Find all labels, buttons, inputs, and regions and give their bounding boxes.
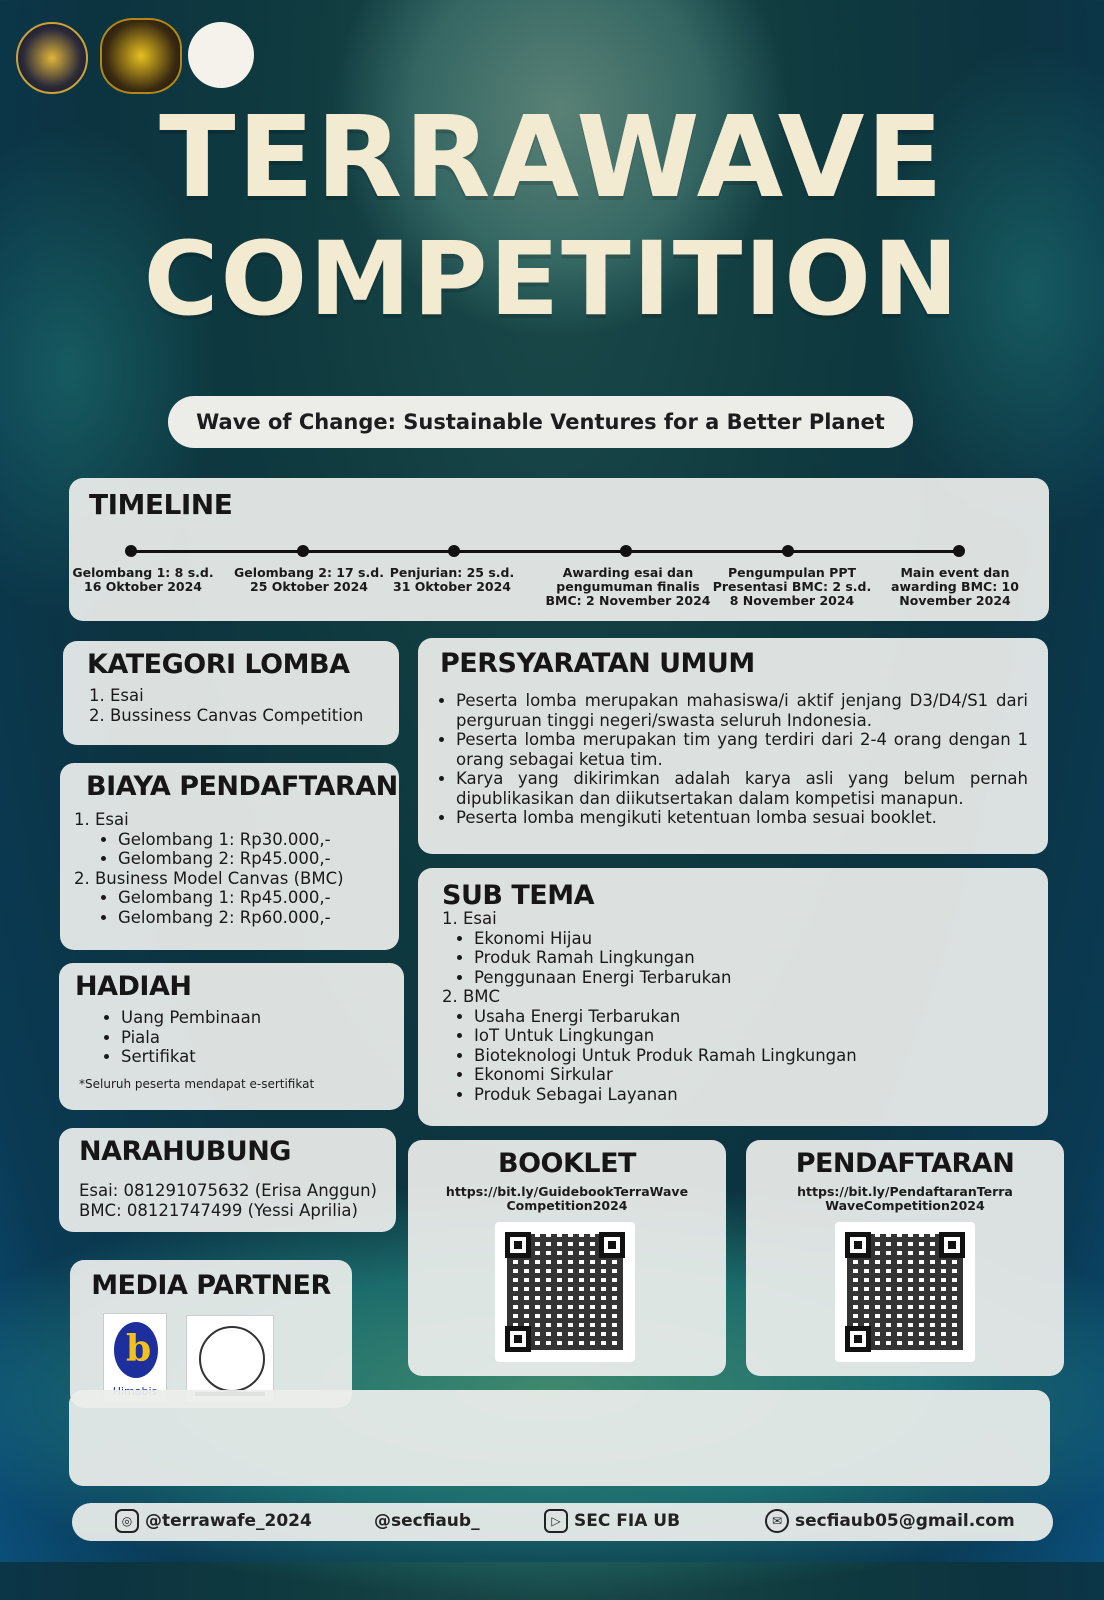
hadiah-item: • Piala <box>121 1028 404 1048</box>
biaya-heading: BIAYA PENDAFTARAN <box>86 771 398 802</box>
title-line-1: TERRAWAVE <box>159 93 945 223</box>
hadiah-item: • Uang Pembinaan <box>121 1008 404 1028</box>
footer-tiktok[interactable] <box>374 1508 480 1534</box>
event-logo <box>188 22 254 88</box>
media-partner-card <box>70 1260 352 1408</box>
subtema-item: • Ekonomi Hijau <box>474 929 1048 949</box>
biaya-card <box>60 763 399 950</box>
youtube-icon: ▷ <box>544 1509 568 1533</box>
persyaratan-item: • Karya yang dikirimkan adalah karya asli yang belum pernah dipublikasikan dan diikutsertakan dalam kompetisi manapun. <box>456 769 1028 808</box>
timeline-event: Penjurian: 25 s.d. 31 Oktober 2024 <box>389 565 515 594</box>
hadiah-item: • Sertifikat <box>121 1047 404 1067</box>
booklet-qr-code[interactable] <box>495 1222 635 1362</box>
persyaratan-item: • Peserta lomba merupakan tim yang terdiri dari 2-4 orang dengan 1 orang sebagai ketua tim. <box>456 730 1028 769</box>
subtema-item: • Produk Ramah Lingkungan <box>474 948 1048 968</box>
kategori-item: 1. Esai <box>89 686 144 705</box>
timeline-event: Awarding esai dan pengumuman finalis BMC: 2 November 2024 <box>545 565 711 608</box>
narahubung-heading: NARAHUBUNG <box>79 1136 291 1167</box>
timeline-dot <box>125 545 137 557</box>
hadiah-heading: HADIAH <box>75 971 192 1002</box>
subtema-item: • Ekonomi Sirkular <box>474 1065 1048 1085</box>
title-line-2: COMPETITION <box>143 220 961 339</box>
footer-instagram[interactable] <box>115 1508 312 1534</box>
timeline-dot <box>953 545 965 557</box>
contact-bmc: BMC: 08121747499 (Yessi Aprilia) <box>79 1200 358 1220</box>
booklet-card <box>408 1140 726 1376</box>
biaya-item: • Gelombang 1: Rp30.000,- <box>118 830 399 850</box>
pendaftaran-qr-code[interactable] <box>835 1222 975 1362</box>
persyaratan-item: • Peserta lomba mengikuti ketentuan lomba sesuai booklet. <box>456 808 1028 828</box>
persyaratan-heading: PERSYARATAN UMUM <box>440 648 755 679</box>
biaya-group-label: 2. Business Model Canvas (BMC) <box>74 868 344 888</box>
hadiah-note: *Seluruh peserta mendapat e-sertifikat <box>79 1076 315 1091</box>
narahubung-card <box>59 1128 396 1232</box>
email-icon: ✉ <box>765 1509 789 1533</box>
timeline-heading: TIMELINE <box>89 488 233 521</box>
timeline-event: Main event dan awarding BMC: 10 November 2024 <box>891 565 1019 608</box>
subtema-item: • Bioteknologi Untuk Produk Ramah Lingkungan <box>474 1046 1048 1066</box>
persyaratan-item: • Peserta lomba merupakan mahasiswa/i aktif jenjang D3/D4/S1 dari perguruan tinggi negeri/swasta seluruh Indonesia. <box>456 691 1028 730</box>
kategori-heading: KATEGORI LOMBA <box>87 649 350 680</box>
subtema-item: • Usaha Energi Terbarukan <box>474 1007 1048 1027</box>
blank-panel <box>69 1390 1050 1486</box>
hadiah-card <box>59 963 404 1110</box>
email-address: secfiaub05@gmail.com <box>795 1511 1015 1531</box>
media-partner-heading: MEDIA PARTNER <box>91 1270 331 1301</box>
timeline-event: Pengumpulan PPT Presentasi BMC: 2 s.d. 8 November 2024 <box>712 565 872 608</box>
booklet-heading: BOOKLET <box>498 1148 636 1179</box>
biaya-group-label: 1. Esai <box>74 810 129 829</box>
kategori-card <box>63 641 399 745</box>
timeline-line <box>130 550 960 553</box>
contact-esai: Esai: 081291075632 (Erisa Anggun) <box>79 1181 377 1200</box>
subtema-item: • Penggunaan Energi Terbarukan <box>474 968 1048 988</box>
biaya-item: • Gelombang 2: Rp60.000,- <box>118 908 399 928</box>
subtema-group-label: 2. BMC <box>442 987 501 1006</box>
pendaftaran-heading: PENDAFTARAN <box>795 1148 1015 1179</box>
footer-youtube[interactable] <box>544 1508 680 1534</box>
timeline-event: Gelombang 1: 8 s.d. 16 Oktober 2024 <box>72 565 214 594</box>
timeline-dot <box>620 545 632 557</box>
biaya-item: • Gelombang 2: Rp45.000,- <box>118 849 399 869</box>
footer-email[interactable] <box>765 1508 1015 1534</box>
subtema-card <box>418 868 1048 1126</box>
timeline-dot <box>782 545 794 557</box>
youtube-channel: SEC FIA UB <box>574 1511 681 1531</box>
timeline-event: Gelombang 2: 17 s.d. 25 Oktober 2024 <box>234 565 384 594</box>
timeline-dot <box>297 545 309 557</box>
subtema-item: • IoT Untuk Lingkungan <box>474 1026 1048 1046</box>
subtema-group-label: 1. Esai <box>442 909 497 928</box>
biaya-item: • Gelombang 1: Rp45.000,- <box>118 888 399 908</box>
himabis-logo: b <box>103 1313 167 1403</box>
pendaftaran-card <box>746 1140 1064 1376</box>
persyaratan-card <box>418 638 1048 854</box>
timeline-dot <box>448 545 460 557</box>
subtema-item: • Produk Sebagai Layanan <box>474 1085 1048 1105</box>
tiktok-handle: @secfiaub_ <box>374 1511 480 1531</box>
instagram-handle: @terrawafe_2024 <box>145 1511 312 1531</box>
booklet-link[interactable]: https://bit.ly/GuidebookTerraWave Competition2024 <box>445 1184 689 1213</box>
subtema-heading: SUB TEMA <box>442 880 594 911</box>
organizer-logo <box>100 18 182 94</box>
tagline: Wave of Change: Sustainable Ventures for a Better Planet <box>168 396 913 448</box>
pendaftaran-link[interactable]: https://bit.ly/PendaftaranTerra WaveCompetition2024 <box>797 1184 1013 1213</box>
university-logo <box>16 22 88 94</box>
instagram-icon: ◎ <box>115 1509 139 1533</box>
kategori-item: 2. Bussiness Canvas Competition <box>89 705 364 725</box>
